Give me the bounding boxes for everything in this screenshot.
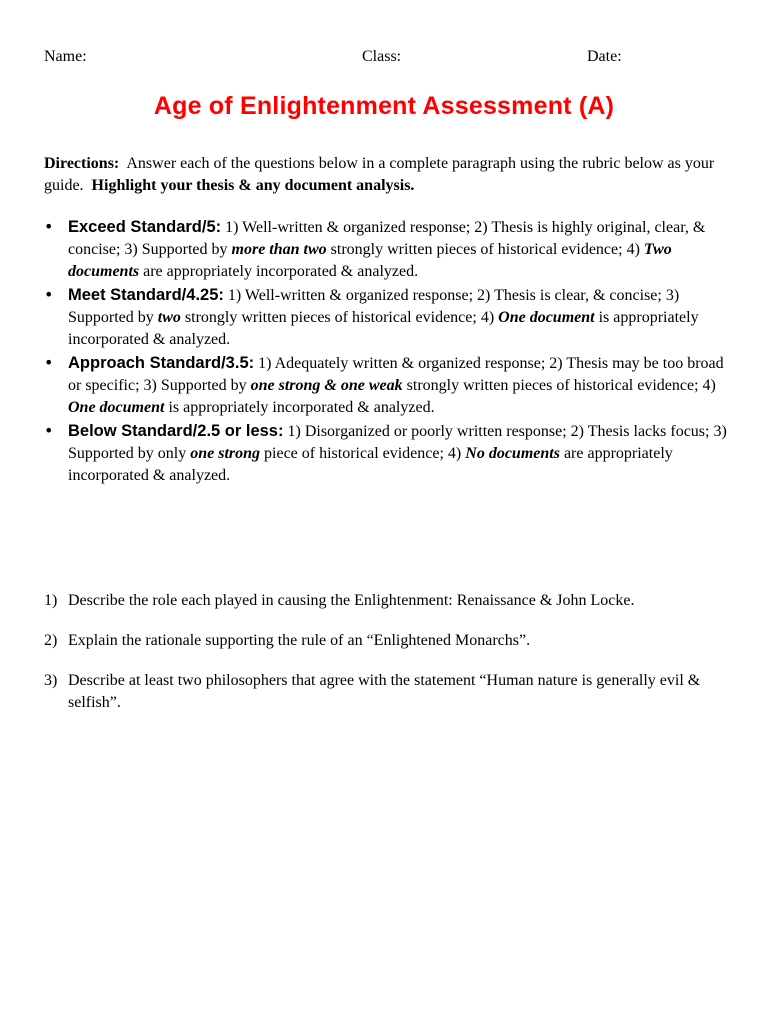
rubric-text: are appropriately incorporated & analyzed. [139,263,419,280]
rubric-emphasis: Two documents [68,241,672,280]
bullet-icon: • [44,421,54,440]
bullet-icon: • [44,353,54,372]
question-item [44,590,734,612]
rubric-text: strongly written pieces of historical evidence; 4) [180,309,499,326]
question-number: 2) [44,632,58,649]
class-label: Class: [362,48,402,65]
question-text: Explain the rationale supporting the rule of an “Enlightened Monarchs”. [68,632,531,649]
rubric-item-exceed [44,216,734,283]
rubric-label: Approach Standard/3.5: [68,354,255,372]
date-label: Date: [587,48,622,65]
rubric-emphasis: one strong [190,445,261,462]
rubric-text: is appropriately incorporated & analyzed. [164,399,435,416]
rubric-text: 1) Disorganized or poorly written response; 2) Thesis lacks focus; 3) Supported by only [68,423,727,462]
bullet-icon: • [44,217,54,236]
directions-emphasis: Highlight your thesis & any document analysis. [91,177,415,194]
bullet-icon: • [44,285,54,304]
rubric-text: are appropriately incorporated & analyzed. [68,445,673,484]
directions-text: Answer each of the questions below in a complete paragraph using the rubric below as your guide. [44,155,715,194]
question-item [44,670,734,714]
rubric-label: Exceed Standard/5: [68,218,222,236]
rubric-text: strongly written pieces of historical evidence; 4) [326,241,644,258]
rubric-emphasis: two [157,309,181,326]
rubric-emphasis: One document [68,399,165,416]
header-fields [44,48,744,70]
name-label: Name: [44,48,87,65]
rubric-emphasis: one strong & one weak [250,377,403,394]
rubric-emphasis: One document [498,309,595,326]
page-title: Age of Enlightenment Assessment (A) [153,92,615,120]
rubric-text: strongly written pieces of historical evidence; 4) [402,377,716,394]
rubric-text: is appropriately incorporated & analyzed. [68,309,699,348]
question-number: 1) [44,592,58,609]
rubric-list [44,216,734,488]
question-text: Describe the role each played in causing the Enlightenment: Renaissance & John Locke. [68,592,635,609]
rubric-label: Meet Standard/4.25: [68,286,224,304]
question-list [44,590,734,732]
rubric-item-meet [44,284,734,351]
directions-paragraph [44,153,724,197]
question-text: Describe at least two philosophers that agree with the statement “Human nature is generally evil & selfish”. [68,672,701,711]
rubric-emphasis: No documents [465,445,560,462]
question-number: 3) [44,672,58,689]
question-item [44,630,734,652]
rubric-label: Below Standard/2.5 or less: [68,422,284,440]
rubric-item-approach [44,352,734,419]
rubric-text: 1) Well-written & organized response; 2) Thesis is clear, & concise; 3) Supported by [68,287,680,326]
rubric-text: 1) Adequately written & organized response; 2) Thesis may be too broad or specific; 3) Supported by [68,355,724,394]
directions-label: Directions: [44,155,120,172]
rubric-emphasis: more than two [231,241,327,258]
rubric-text: piece of historical evidence; 4) [260,445,466,462]
rubric-text: 1) Well-written & organized response; 2) Thesis is highly original, clear, & concise; 3) Supported by [68,219,706,258]
rubric-item-below [44,420,734,487]
